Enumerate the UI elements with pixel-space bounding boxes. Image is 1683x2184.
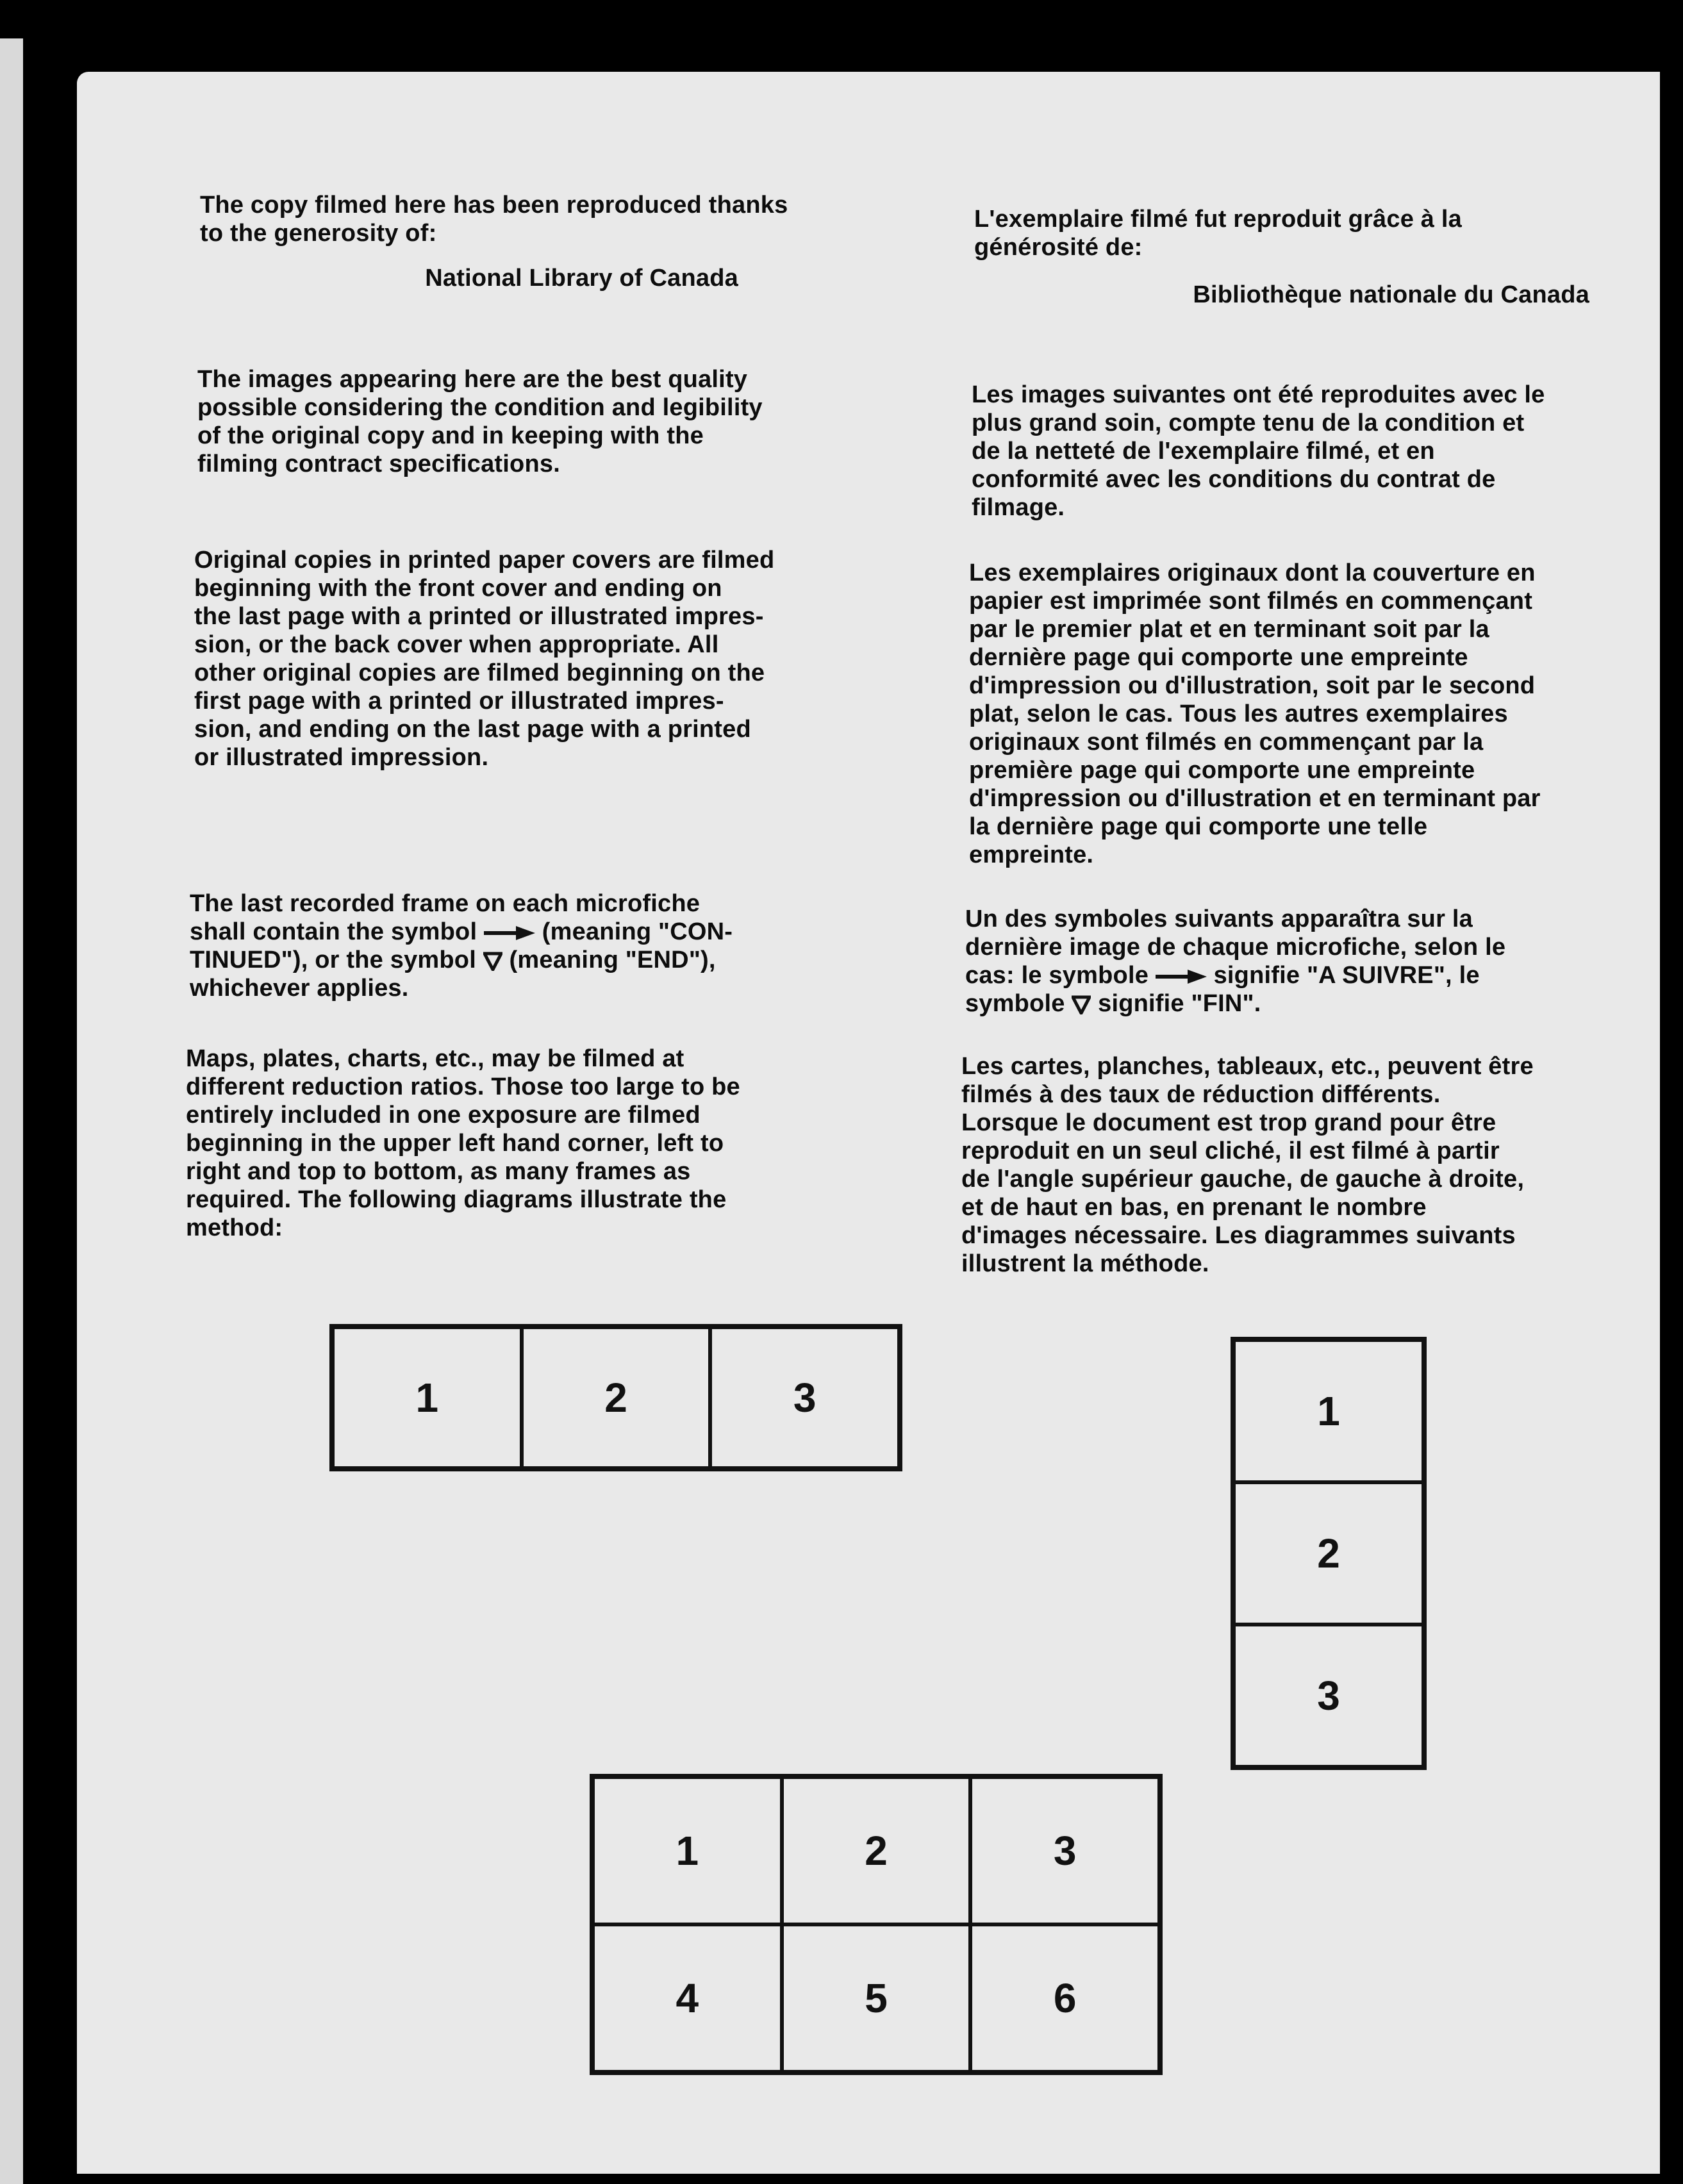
english-symbols-text [190, 889, 882, 1002]
fin-triangle-icon [1072, 995, 1091, 1014]
french-quality-paragraph [972, 381, 1613, 522]
english-library-name: National Library of Canada [425, 265, 738, 292]
english-symbols-part2: (meaning "CON- TINUED"), or the symbol [190, 918, 733, 973]
diagram-row-three [329, 1324, 902, 1471]
english-maps-text: Maps, plates, charts, etc., may be filmed at different reduction ratios. Those too large to be entirely included in one exposure are filmed beginning in the upper left hand corner, left to right and top to bottom, as many frames as required. The following diagrams illustrate the method: [186, 1045, 740, 1241]
french-symbols-part2: signifie "A SUIVRE", le symbole [965, 962, 1480, 1017]
english-intro: The copy filmed here has been reproduced thanks to the generosity of: [200, 192, 788, 247]
french-library-name: Bibliothèque nationale du Canada [1193, 281, 1589, 308]
row-frame: 2 [522, 1327, 711, 1468]
grid-frame: 3 [970, 1777, 1159, 1924]
grid-frame: 1 [593, 1777, 782, 1924]
continued-arrow-icon [484, 925, 535, 941]
row-frame: 1 [333, 1327, 522, 1468]
french-originals-text: Les exemplaires originaux dont la couverture en papier est imprimée sont filmés en commençant par le premier plat et en terminant soit par la dernière page qui comporte une empreinte d'impression ou d'illustration, soit par le second plat, selon le cas. Tous les autres exemplaires originaux sont filmés en commençant par la première page qui comporte une empreinte d'impression ou d'illustration et en terminant par la dernière page qui comporte une telle empreinte. [969, 559, 1541, 868]
column-frame: 2 [1234, 1482, 1423, 1625]
row-frame: 3 [710, 1327, 899, 1468]
english-originals-paragraph [194, 546, 874, 772]
diagram-column-three [1231, 1337, 1427, 1770]
english-maps-paragraph [186, 1045, 884, 1242]
grid-frame: 5 [782, 1924, 971, 2072]
end-triangle-icon [483, 952, 502, 971]
english-symbols-part1: The last recorded frame on each microfiche shall contain the symbol [190, 890, 701, 945]
grid-frame: 2 [782, 1777, 971, 1924]
grid-frame: 4 [593, 1924, 782, 2072]
english-symbols-part3: (meaning "END"), whichever applies. [190, 947, 716, 1002]
french-maps-paragraph [961, 1052, 1641, 1278]
french-originals-paragraph [969, 559, 1623, 869]
french-intro: L'exemplaire filmé fut reproduit grâce à la générosité de: [974, 206, 1462, 261]
left-page-edge [0, 38, 23, 2184]
french-column [974, 205, 1589, 309]
suivre-arrow-icon [1156, 968, 1207, 985]
english-quality-text: The images appearing here are the best quality possible considering the condition and legibility of the original copy and in keeping with the filming contract specifications. [197, 366, 763, 477]
french-maps-text: Les cartes, planches, tableaux, etc., peuvent être filmés à des taux de réduction différents. Lorsque le document est trop grand pour être reproduit en un seul cliché, il est filmé à partir de l'angle supérieur gauche, de gauche à droite, et de haut en bas, en prenant le nombre d'images nécessaire. Les diagrammes suivants illustrent la méthode. [961, 1053, 1534, 1277]
french-symbols-text [965, 905, 1632, 1018]
english-column [200, 191, 854, 292]
french-symbols-part1: Un des symboles suivants apparaîtra sur la dernière image de chaque microfiche, selon le cas: le symbole [965, 906, 1506, 989]
english-originals-text: Original copies in printed paper covers are filmed beginning with the front cover and ending on the last page with a printed or illustrated impres- sion, or the back cover when appropriate. All other original copies are filmed beginning on the first page with a printed or illustrated impres- sion, and ending on the last page with a printed or illustrated impression. [194, 547, 775, 771]
french-symbols-part3: signifie "FIN". [1098, 990, 1261, 1017]
french-symbols-paragraph [965, 905, 1632, 1018]
french-quality-text: Les images suivantes ont été reproduites avec le plus grand soin, compte tenu de la condition et de la netteté de l'exemplaire filmé, et en conformité avec les conditions du contrat de filmage. [972, 381, 1545, 521]
english-symbols-paragraph [190, 889, 882, 1002]
diagram-grid-six [590, 1774, 1163, 2075]
english-quality-paragraph [197, 365, 864, 478]
grid-frame: 6 [970, 1924, 1159, 2072]
column-frame: 1 [1234, 1340, 1423, 1482]
column-frame: 3 [1234, 1625, 1423, 1767]
